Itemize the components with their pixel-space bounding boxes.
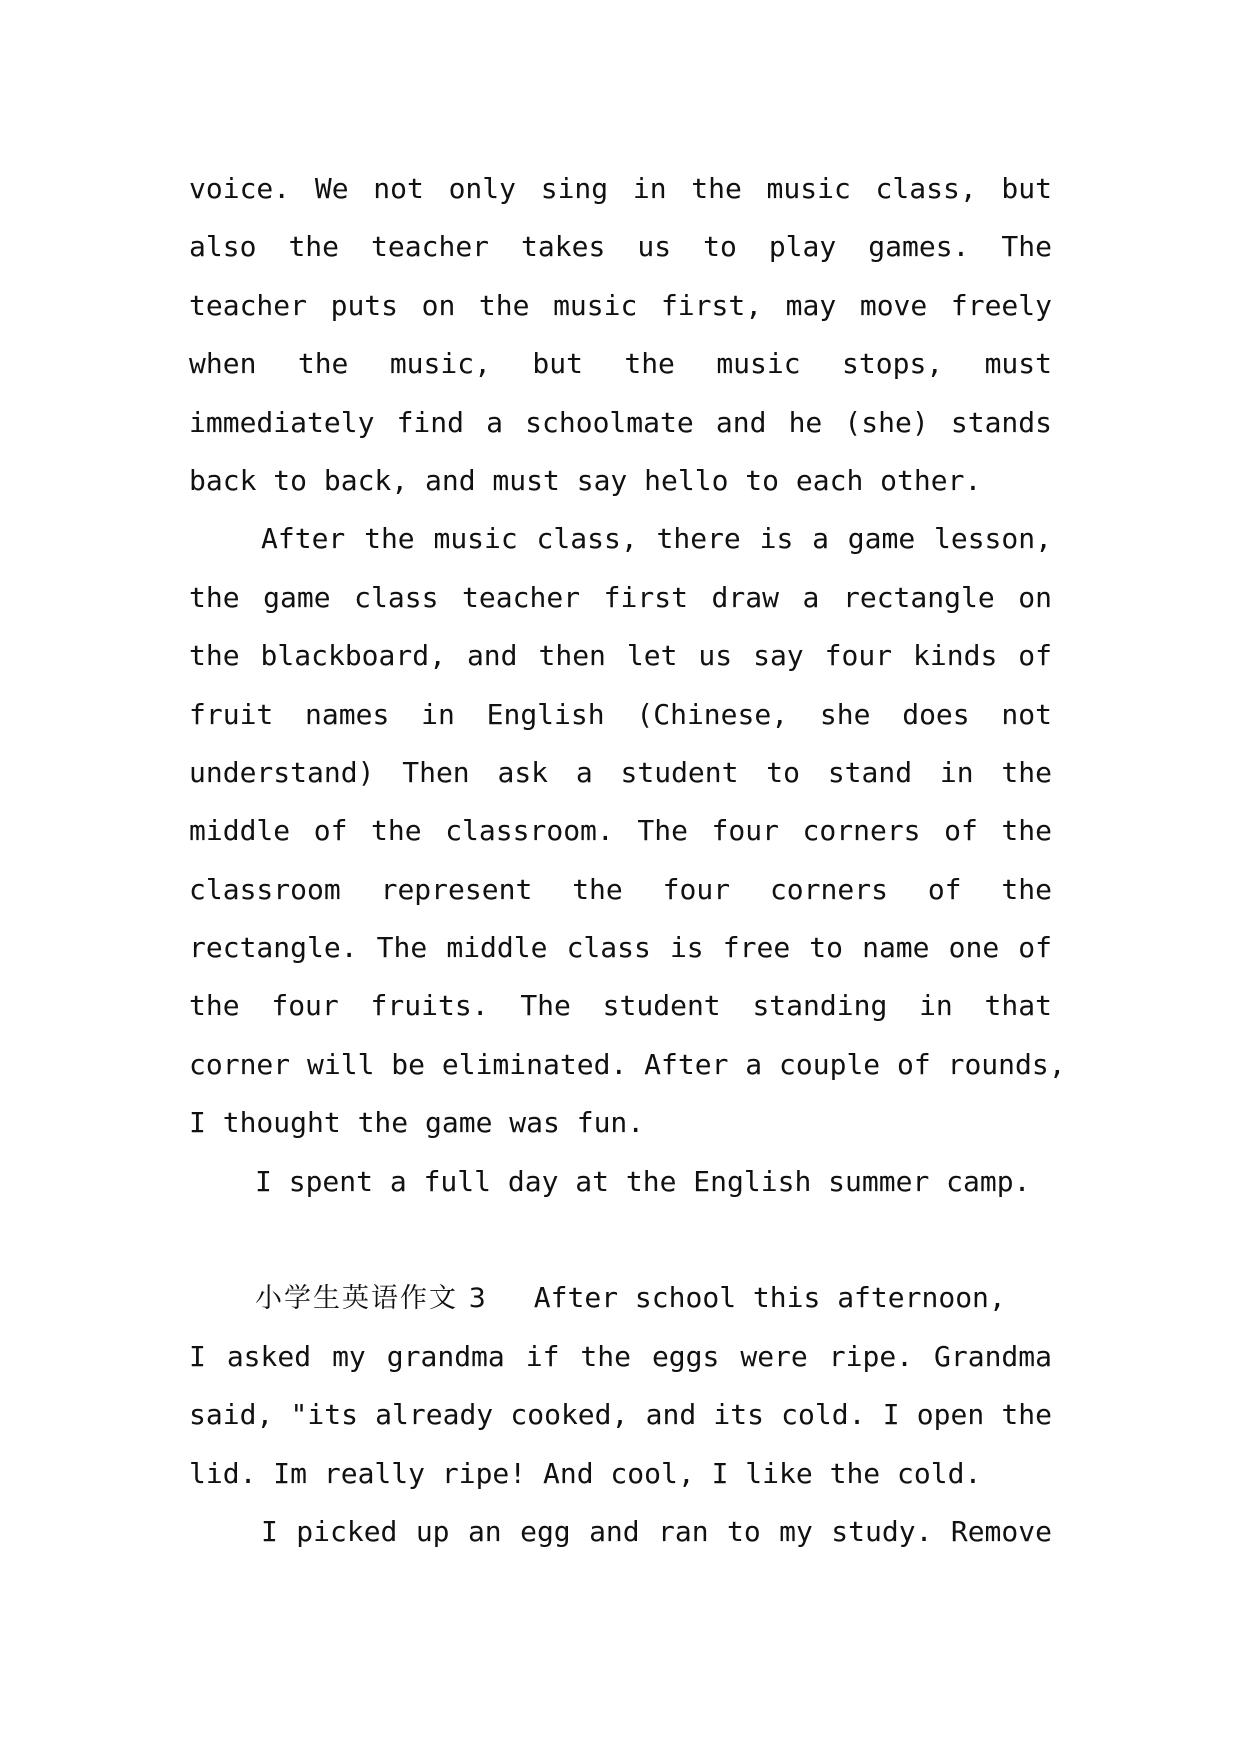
document-page bbox=[189, 160, 1066, 1561]
text-line: also the teacher takes us to play games. The bbox=[189, 230, 1052, 264]
text-line: when the music, but the music stops, must bbox=[189, 347, 1052, 381]
essay-section-3 bbox=[189, 1269, 1052, 1503]
text-line: the blackboard, and then let us say four kinds of bbox=[189, 639, 1052, 673]
text-line: immediately find a schoolmate and he (she) stands bbox=[189, 405, 1052, 439]
text-line: I asked my grandma if the eggs were ripe. Grandma bbox=[189, 1339, 1052, 1373]
text-line: fruit names in English (Chinese, she does not bbox=[189, 697, 1052, 731]
text-line: rectangle. The middle class is free to name one of bbox=[189, 931, 1052, 965]
text-line: the four fruits. The student standing in that bbox=[189, 989, 1052, 1023]
text-line: I thought the game was fun. bbox=[189, 1106, 645, 1140]
text-line: back to back, and must say hello to each other. bbox=[189, 463, 982, 497]
text-line: said, "its already cooked, and its cold. I open the bbox=[189, 1398, 1052, 1432]
paragraph-egg-study bbox=[189, 1503, 1052, 1561]
text-line: voice. We not only sing in the music class, but bbox=[189, 172, 1052, 205]
text-line: teacher puts on the music first, may move freely bbox=[189, 288, 1052, 322]
text-line: classroom represent the four corners of the bbox=[189, 872, 1052, 906]
text-line: I spent a full day at the English summer camp. bbox=[255, 1164, 1031, 1198]
section-heading: 小学生英语作文 3 bbox=[255, 1283, 488, 1315]
text-line: lid. Im really ripe! And cool, I like the cold. bbox=[189, 1456, 982, 1490]
paragraph-summer-camp bbox=[189, 1153, 1052, 1211]
section-first-line bbox=[189, 1269, 1052, 1327]
paragraph-game-lesson bbox=[189, 510, 1066, 1152]
blank-line bbox=[189, 1211, 1052, 1269]
section-opening-text: After school this afternoon, bbox=[533, 1281, 1006, 1315]
text-line: corner will be eliminated. After a couple of rounds, bbox=[189, 1047, 1066, 1081]
text-line: middle of the classroom. The four corners of the bbox=[189, 814, 1052, 848]
paragraph-music-class bbox=[189, 160, 1052, 510]
text-line: After the music class, there is a game lesson, bbox=[261, 522, 1052, 556]
text-line: understand) Then ask a student to stand in the bbox=[189, 755, 1052, 789]
text-line: the game class teacher first draw a rectangle on bbox=[189, 580, 1052, 614]
text-line: I picked up an egg and ran to my study. Remove bbox=[261, 1514, 1052, 1548]
